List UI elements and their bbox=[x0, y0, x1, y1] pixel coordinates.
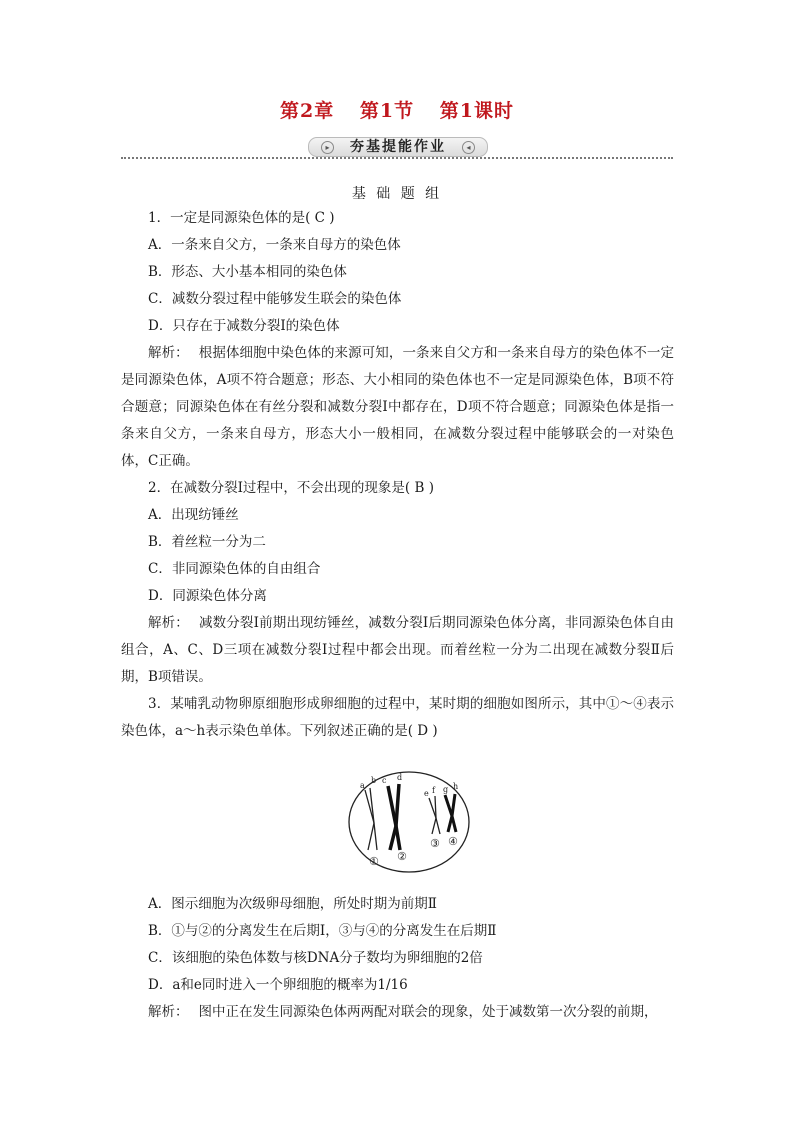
option-b: B．形态、大小基本相同的染色体 bbox=[148, 264, 347, 280]
chromatid-label-h: h bbox=[453, 782, 459, 791]
option-d: D．a和e同时进入一个卵细胞的概率为1/16 bbox=[148, 977, 408, 993]
chromosome-2 bbox=[388, 784, 400, 850]
option-b: B．①与②的分离发生在后期Ⅰ，③与④的分离发生在后期Ⅱ bbox=[148, 923, 497, 939]
option-c: C．该细胞的染色体数与核DNA分子数均为卵细胞的2倍 bbox=[148, 950, 483, 966]
option-d: D．只存在于减数分裂Ⅰ的染色体 bbox=[148, 318, 340, 334]
banner-label: 夯基提能作业 bbox=[350, 139, 446, 155]
option-c: C．减数分裂过程中能够发生联会的染色体 bbox=[148, 291, 402, 307]
lesson-label: 第1课时 bbox=[439, 100, 514, 122]
option-a: A．一条来自父方，一条来自母方的染色体 bbox=[148, 237, 401, 253]
analysis-label: 解析： bbox=[148, 615, 189, 631]
analysis-label: 解析： bbox=[148, 1004, 189, 1020]
option-d: D．同源染色体分离 bbox=[148, 588, 267, 604]
analysis bbox=[121, 999, 674, 1026]
cell-chromosome-figure bbox=[347, 768, 477, 873]
chapter-label: 第2章 bbox=[280, 100, 335, 122]
chromatid-label-b: b bbox=[371, 776, 377, 785]
analysis-label: 解析： bbox=[148, 345, 189, 361]
analysis-text: 减数分裂Ⅰ前期出现纺锤丝，减数分裂Ⅰ后期同源染色体分离，非同源染色体自由组合，A、C、D三项在减数分裂Ⅰ过程中都会出现。而着丝粒一分为二出现在减数分裂Ⅱ后期，B项错误。 bbox=[121, 615, 675, 685]
analysis-text: 根据体细胞中染色体的来源可知，一条来自父方和一条来自母方的染色体不一定是同源染色体，A项不符合题意；形态、大小相同的染色体也不一定是同源染色体，B项不符合题意；同源染色体在有丝分裂和减数分裂Ⅰ中都存在，D项不符合题意；同源染色体是指一条来自父方，一条来自母方，形态大小一般相同，在减数分裂过程中能够联会的一对染色体，C正确。 bbox=[121, 345, 675, 469]
chromosome-label-1: ① bbox=[369, 855, 379, 868]
question-2 bbox=[121, 475, 674, 691]
option-a: A．出现纺锤丝 bbox=[148, 507, 239, 523]
analysis bbox=[121, 610, 674, 691]
arrow-right-icon: ▸ bbox=[321, 141, 334, 154]
chromosome-label-3: ③ bbox=[430, 837, 440, 850]
question-stem: 1．一定是同源染色体的是( C ) bbox=[148, 210, 335, 226]
page-title bbox=[0, 96, 794, 123]
option-c: C．非同源染色体的自由组合 bbox=[148, 561, 321, 577]
dotted-divider bbox=[121, 157, 673, 159]
chromatid-label-f: f bbox=[432, 786, 435, 795]
question-3-options bbox=[121, 891, 674, 1026]
question-stem: 2．在减数分裂Ⅰ过程中，不会出现的现象是( B ) bbox=[148, 480, 434, 496]
analysis bbox=[121, 340, 674, 475]
chromatid-label-d: d bbox=[397, 773, 403, 782]
chromosome-4 bbox=[445, 794, 456, 832]
exercise-banner bbox=[121, 137, 673, 159]
chromosome-label-2: ② bbox=[397, 850, 407, 863]
banner-pill bbox=[308, 137, 488, 157]
chromatid-label-g: g bbox=[443, 785, 449, 794]
question-1 bbox=[121, 205, 674, 475]
chromosome-1 bbox=[365, 788, 377, 850]
chromatid-label-e: e bbox=[424, 789, 429, 798]
option-b: B．着丝粒一分为二 bbox=[148, 534, 266, 550]
question-3-stem-block bbox=[121, 691, 674, 745]
option-a: A．图示细胞为次级卵母细胞，所处时期为前期Ⅱ bbox=[148, 896, 437, 912]
arrow-left-icon: ◂ bbox=[462, 141, 475, 154]
chromosome-label-4: ④ bbox=[448, 835, 458, 848]
chromatid-label-c: c bbox=[382, 776, 387, 785]
chromosome-3 bbox=[429, 796, 440, 834]
group-title: 基 础 题 组 bbox=[351, 186, 443, 202]
chromatid-label-a: a bbox=[360, 781, 365, 790]
question-stem: 3．某哺乳动物卵原细胞形成卵细胞的过程中，某时期的细胞如图所示，其中①～④表示染色体，a～h表示染色单体。下列叙述正确的是( D ) bbox=[121, 696, 674, 739]
analysis-text: 图中正在发生同源染色体两两配对联会的现象，处于减数第一次分裂的前期， bbox=[198, 1004, 658, 1020]
section-label: 第1节 bbox=[359, 100, 415, 122]
